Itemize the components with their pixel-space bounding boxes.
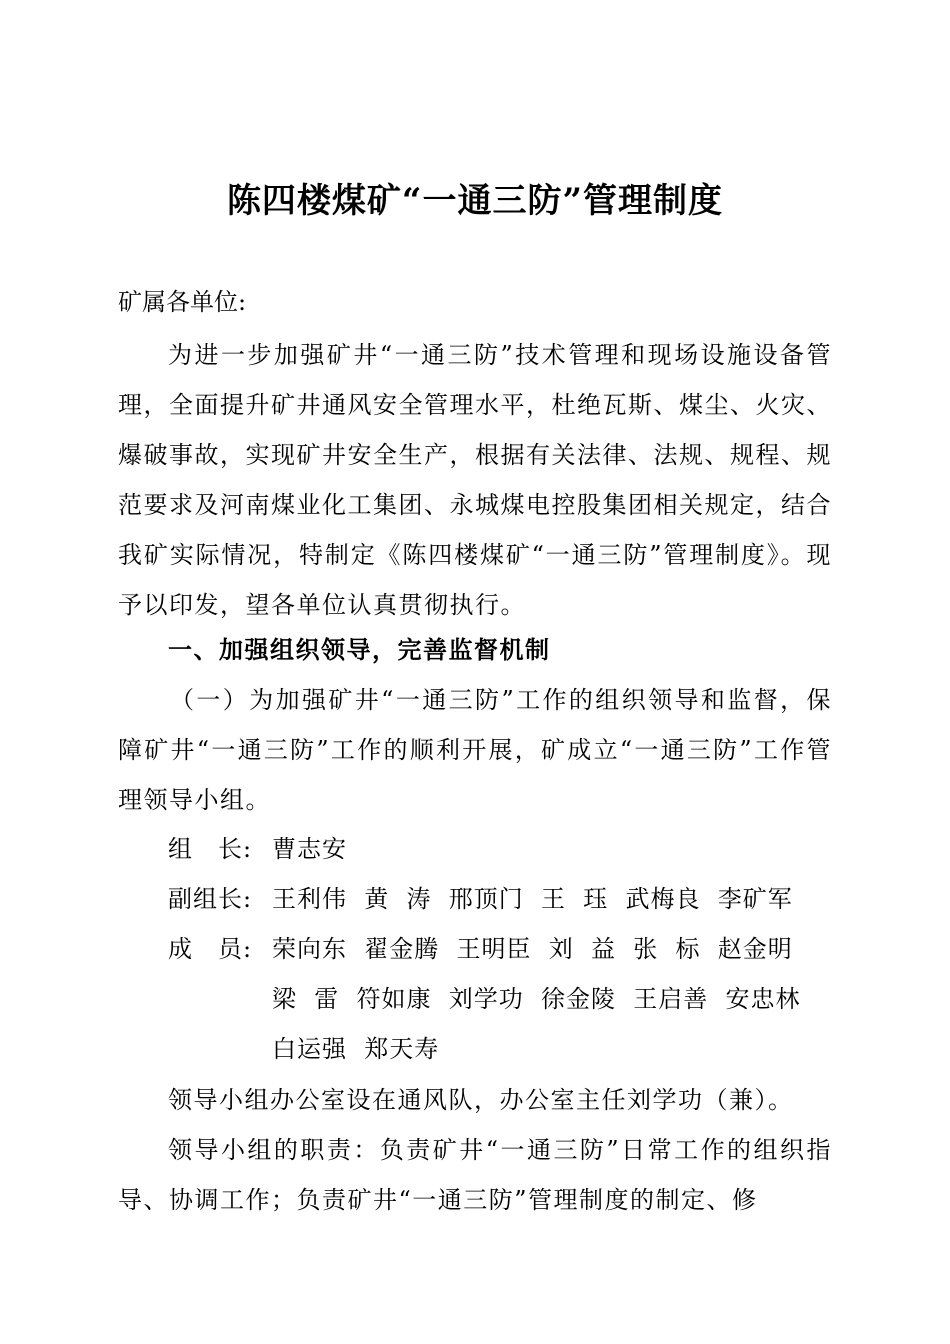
leader-name: 曹志安 — [272, 835, 347, 863]
leader-label: 组 长: — [168, 835, 253, 863]
document-title: 陈四楼煤矿“一通三防”管理制度 — [226, 181, 724, 221]
salutation: 矿属各单位: — [118, 288, 247, 316]
duties-paragraph: 领导小组的职责：负责矿井“一通三防”日常工作的组织指导、协调工作；负责矿井“一通三防”管理制度的制定、修 — [118, 1136, 832, 1214]
office-paragraph: 领导小组办公室设在通风队，办公室主任刘学功（兼）。 — [168, 1086, 794, 1114]
member-names-line1: 荣向东 翟金腾 王明臣 刘 益 张 标 赵金明 — [272, 935, 793, 963]
deputy-names: 王利伟 黄 涛 邢顶门 王 珏 武梅良 李矿军 — [272, 885, 793, 913]
member-names-line2: 梁 雷 符如康 刘学功 徐金陵 王启善 安忠林 — [272, 985, 801, 1013]
member-label: 成 员: — [168, 935, 253, 963]
intro-paragraph: 为进一步加强矿井“一通三防”技术管理和现场设施设备管理，全面提升矿井通风安全管理水平，杜绝瓦斯、煤尘、火灾、爆破事故，实现矿井安全生产，根据有关法律、法规、规程、规范要求及河南煤业化工集团、永城煤电控股集团相关规定，结合我矿实际情况，特制定《陈四楼煤矿“一通三防”管理制度》。现予以印发，望各单位认真贯彻执行。 — [118, 341, 832, 619]
member-names-line3: 白运强 郑天寿 — [272, 1035, 440, 1063]
section-heading: 一、加强组织领导，完善监督机制 — [168, 635, 551, 664]
section-paragraph: （一）为加强矿井“一通三防”工作的组织领导和监督，保障矿井“一通三防”工作的顺利开展，矿成立“一通三防”工作管理领导小组。 — [118, 686, 832, 814]
deputy-label: 副组长: — [168, 885, 253, 913]
